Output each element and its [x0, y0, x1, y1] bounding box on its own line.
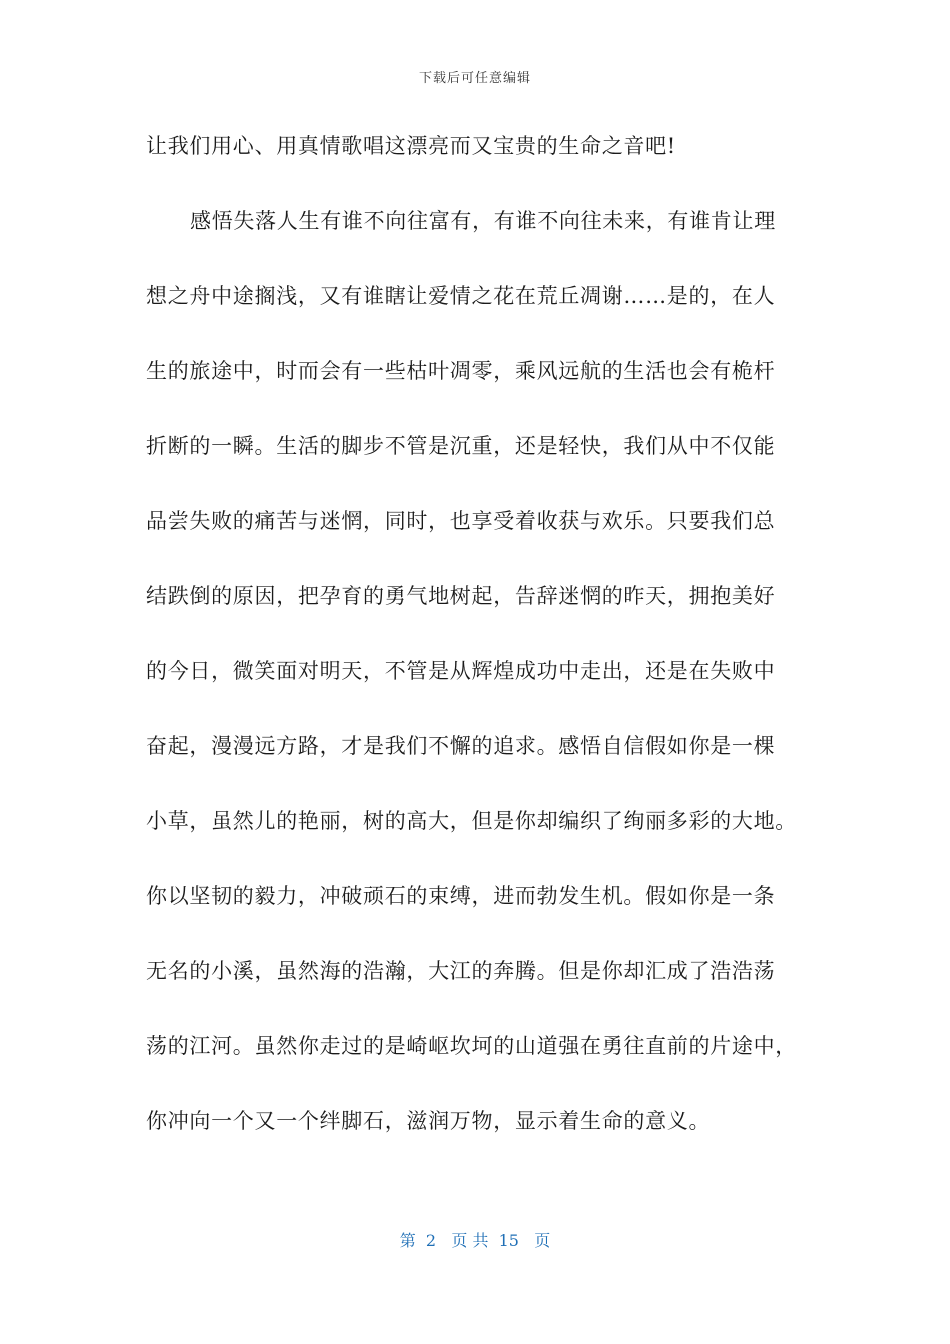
- paragraph-line: 生的旅途中，时而会有一些枯叶凋零，乘风远航的生活也会有桅杆: [146, 359, 776, 383]
- paragraph-line: 想之舟中途搁浅，又有谁瞎让爱情之花在荒丘凋谢……是的，在人: [146, 284, 776, 308]
- paragraph-line: 折断的一瞬。生活的脚步不管是沉重，还是轻快，我们从中不仅能: [146, 434, 776, 458]
- page-number-footer: 第 2 页 共 15 页: [399, 1231, 551, 1250]
- paragraph-line: 无名的小溪，虽然海的浩瀚，大江的奔腾。但是你却汇成了浩浩荡: [146, 959, 776, 983]
- page-header: 下载后可任意编辑: [418, 71, 531, 86]
- paragraph-line: 小草，虽然儿的艳丽，树的高大，但是你却编织了绚丽多彩的大地。: [146, 809, 797, 833]
- paragraph-line: 结跌倒的原因，把孕育的勇气地树起，告辞迷惘的昨天，拥抱美好: [146, 584, 776, 608]
- paragraph-line: 感悟失落人生有谁不向往富有，有谁不向往未来，有谁肯让理: [190, 209, 776, 233]
- paragraph-line: 荡的江河。虽然你走过的是崎岖坎坷的山道强在勇往直前的片途中，: [146, 1034, 797, 1058]
- paragraph-line: 品尝失败的痛苦与迷惘，同时，也享受着收获与欢乐。只要我们总: [146, 509, 776, 533]
- paragraph-line: 奋起，漫漫远方路，才是我们不懈的追求。感悟自信假如你是一棵: [146, 734, 776, 758]
- paragraph-line: 你冲向一个又一个绊脚石，滋润万物，显示着生命的意义。: [146, 1109, 711, 1133]
- paragraph-line: 的今日，微笑面对明天，不管是从辉煌成功中走出，还是在失败中: [146, 659, 776, 683]
- document-body: [146, 127, 812, 1177]
- paragraph-line: 让我们用心、用真情歌唱这漂亮而又宝贵的生命之音吧!: [146, 134, 676, 158]
- paragraph-line: 你以坚韧的毅力，冲破顽石的束缚，进而勃发生机。假如你是一条: [146, 884, 776, 908]
